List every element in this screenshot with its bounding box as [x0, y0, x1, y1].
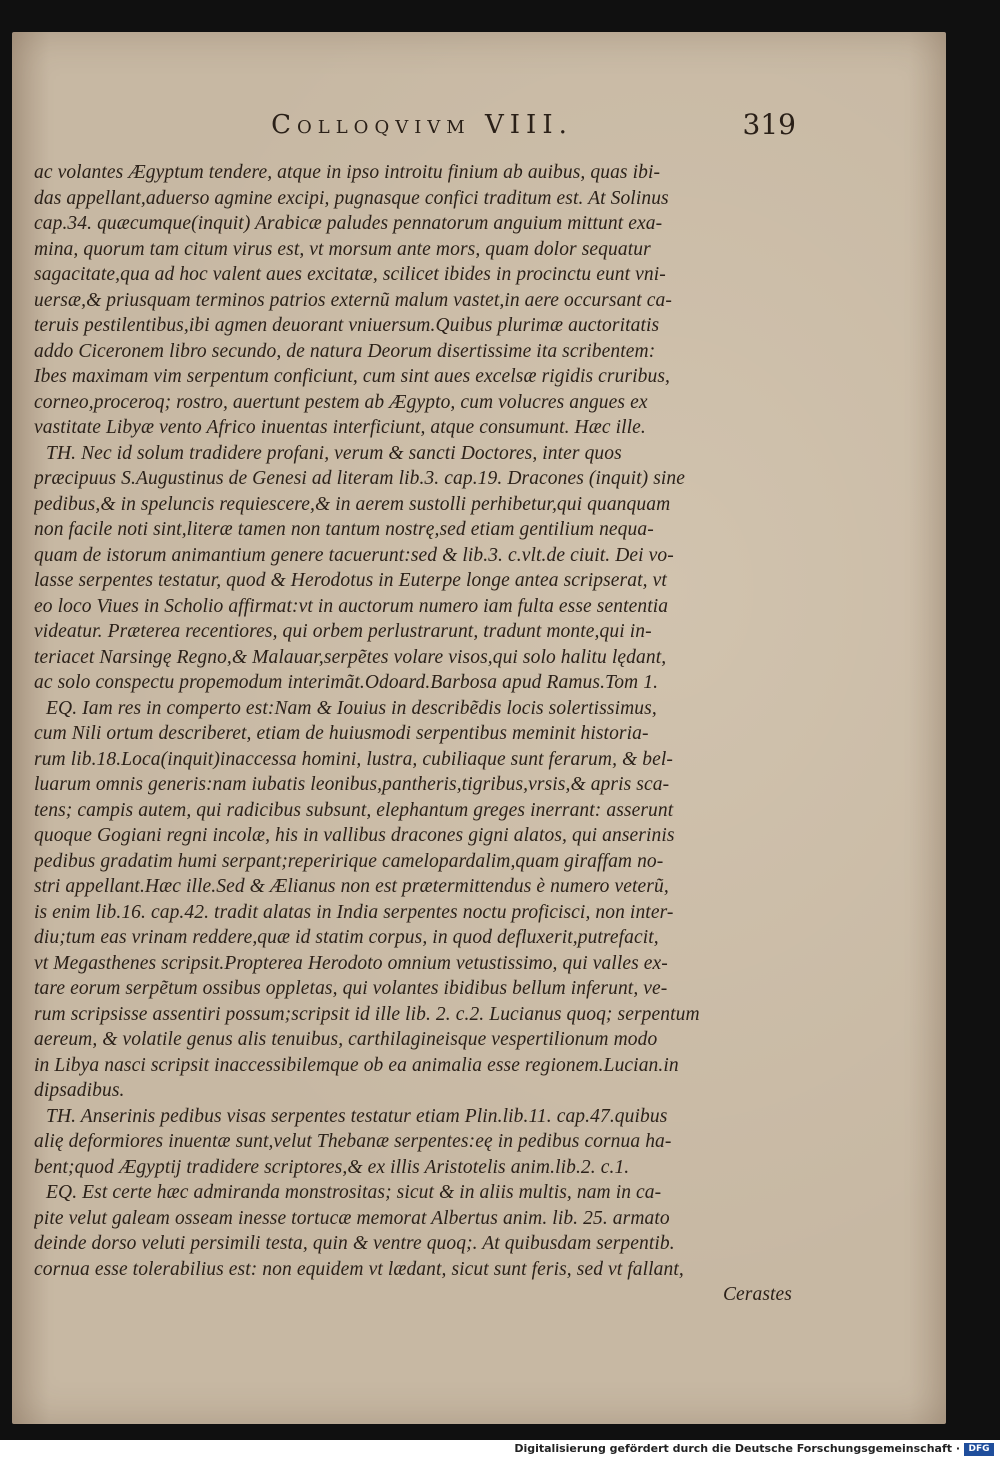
text-line: tens; campis autem, qui radicibus subsunt, elephantum greges inerrant: asserunt — [34, 799, 674, 821]
text-line: addo Ciceronem libro secundo, de natura Deorum disertissime ita scribentem: — [34, 340, 656, 362]
text-line: vt Megasthenes scripsit.Propterea Herodoto omnium vetustissimo, qui valles ex- — [34, 952, 668, 974]
text-line: pedibus,& in speluncis requiescere,& in aerem sustolli perhibetur,qui quanquam — [34, 493, 671, 515]
page-number: 319 — [742, 108, 796, 141]
text-line: is enim lib.16. cap.42. tradit alatas in India serpentes noctu proficisci, non inter- — [34, 901, 674, 923]
text-line: cap.34. quæcumque(inquit) Arabicæ paludes pennatorum anguium mittunt exa- — [34, 213, 663, 234]
running-head: Colloqvivm VIII. — [271, 110, 573, 140]
text-line: Ibes maximam vim serpentum conficiunt, cum sint aues excelsæ rigidis cruribus, — [34, 366, 671, 387]
text-line: ac solo conspectu propemodum interimãt.Odoard.Barbosa apud Ramus.Tom 1. — [34, 672, 659, 693]
text-line: luarum omnis generis:nam iubatis leonibus,pantheris,tigribus,vrsis,& apris sca- — [34, 774, 670, 795]
text-line: das appellant,aduerso agmine excipi, pugnasque confici traditum est. At Solinus — [34, 187, 669, 209]
text-line: lasse serpentes testatur, quod & Herodotus in Euterpe longe antea scripserat, vt — [34, 570, 667, 591]
text-line: stri appellant.Hæc ille.Sed & Ælianus non est prætermittendus è numero veterũ, — [34, 876, 669, 897]
catchword: Cerastes — [722, 1284, 792, 1305]
text-line: præcipuus S.Augustinus de Genesi ad literam lib.3. cap.19. Dracones (inquit) sine — [34, 468, 685, 489]
text-line: bent;quod Ægyptij tradidere scriptores,& ex illis Aristotelis anim.lib.2. c.1. — [34, 1156, 630, 1178]
text-line: mina, quorum tam citum virus est, vt morsum ante mors, quam dolor sequatur — [34, 238, 651, 260]
funding-credit: Digitalisierung gefördert durch die Deutsche Forschungsgemeinschaft · — [514, 1442, 960, 1455]
text-line: teriacet Narsingę Regno,& Malauar,serpẽtes volare visos,qui solo halitu lędant, — [34, 646, 667, 668]
text-line: uersæ,& priusquam terminos patrios externũ malum vastet,in aere occursant ca- — [34, 289, 672, 311]
text-line: tare eorum serpẽtum ossibus oppletas, qui volantes ibidibus bellum inferunt, ve- — [34, 978, 668, 999]
text-line: vastitate Libyæ vento Africo inuentas interficiunt, atque consumunt. Hæc ille. — [34, 417, 646, 438]
text-line: alię deformiores inuentæ sunt,velut Thebanæ serpentes:eę in pedibus cornua ha- — [34, 1131, 672, 1152]
text-line: diu;tum eas vrinam reddere,quæ id statim corpus, in quod defluxerit,putrefacit, — [34, 927, 659, 948]
book-page — [12, 32, 946, 1424]
paragraph-start-line: EQ. Est certe hæc admiranda monstrositas; sicut & in aliis multis, nam in ca- — [46, 1182, 662, 1203]
text-line: pedibus gradatim humi serpant;reperirique camelopardalim,quam giraffam no- — [34, 850, 664, 872]
dfg-logo: DFG — [964, 1443, 994, 1456]
text-line: deinde dorso veluti persimili testa, quin & ventre quoq;. At quibusdam serpentib. — [34, 1233, 675, 1254]
page-header — [12, 110, 946, 150]
text-line: aereum, & volatile genus alis tenuibus, carthilagineisque vespertilionum modo — [34, 1029, 658, 1050]
text-line: quam de istorum animantium genere tacuerunt:sed & lib.3. c.vlt.de ciuit. Dei vo- — [34, 544, 674, 566]
paragraph-start-line: TH. Nec id solum tradidere profani, verum & sancti Doctores, inter quos — [46, 442, 622, 464]
text-line: teruis pestilentibus,ibi agmen deuorant vniuersum.Quibus plurimæ auctoritatis — [34, 315, 660, 336]
text-line: corneo,proceroq; rostro, auertunt pestem ab Ægypto, cum volucres angues ex — [34, 391, 648, 413]
text-line: cum Nili ortum describeret, etiam de huiusmodi serpentibus meminit historia- — [34, 723, 649, 744]
text-line: rum scripsisse assentiri possum;scripsit id ille lib. 2. c.2. Lucianus quoq; serpentum — [34, 1003, 700, 1025]
footer-bar — [0, 1440, 1000, 1460]
text-line: non facile noti sint,literæ tamen non tantum nostrę,sed etiam gentilium nequa- — [34, 519, 654, 540]
body-text — [34, 160, 794, 1308]
text-line: ac volantes Ægyptum tendere, atque in ipso introitu finium ab auibus, quas ibi- — [34, 162, 661, 183]
paragraph-start-line: EQ. Iam res in comperto est:Nam & Iouius in describẽdis locis solertissimus, — [46, 697, 657, 719]
text-line: rum lib.18.Loca(inquit)inaccessa homini, lustra, cubiliaque sunt ferarum, & bel- — [34, 748, 673, 770]
text-line: cornua esse tolerabilius est: non equidem vt lædant, sicut sunt feris, sed vt fallant, — [34, 1258, 684, 1280]
text-line: pite velut galeam osseam inesse tortucæ memorat Albertus anim. lib. 25. armato — [34, 1207, 670, 1229]
text-line: videatur. Præterea recentiores, qui orbem perlustrarunt, tradunt monte,qui in- — [34, 621, 652, 642]
paragraph-start-line: TH. Anserinis pedibus visas serpentes testatur etiam Plin.lib.11. cap.47.quibus — [46, 1105, 668, 1127]
text-line: sagacitate,qua ad hoc valent aues excitatæ, scilicet ibides in procinctu eunt vni- — [34, 264, 666, 285]
text-line: quoque Gogiani regni incolæ, his in vallibus dracones gigni alatos, qui anserinis — [34, 825, 675, 846]
text-line: in Libya nasci scripsit inaccessibilemque ob ea animalia esse regionem.Lucian.in — [34, 1054, 679, 1076]
text-line: dipsadibus. — [34, 1080, 125, 1101]
text-line: eo loco Viues in Scholio affirmat:vt in auctorum numero iam fulta esse sententia — [34, 595, 669, 617]
